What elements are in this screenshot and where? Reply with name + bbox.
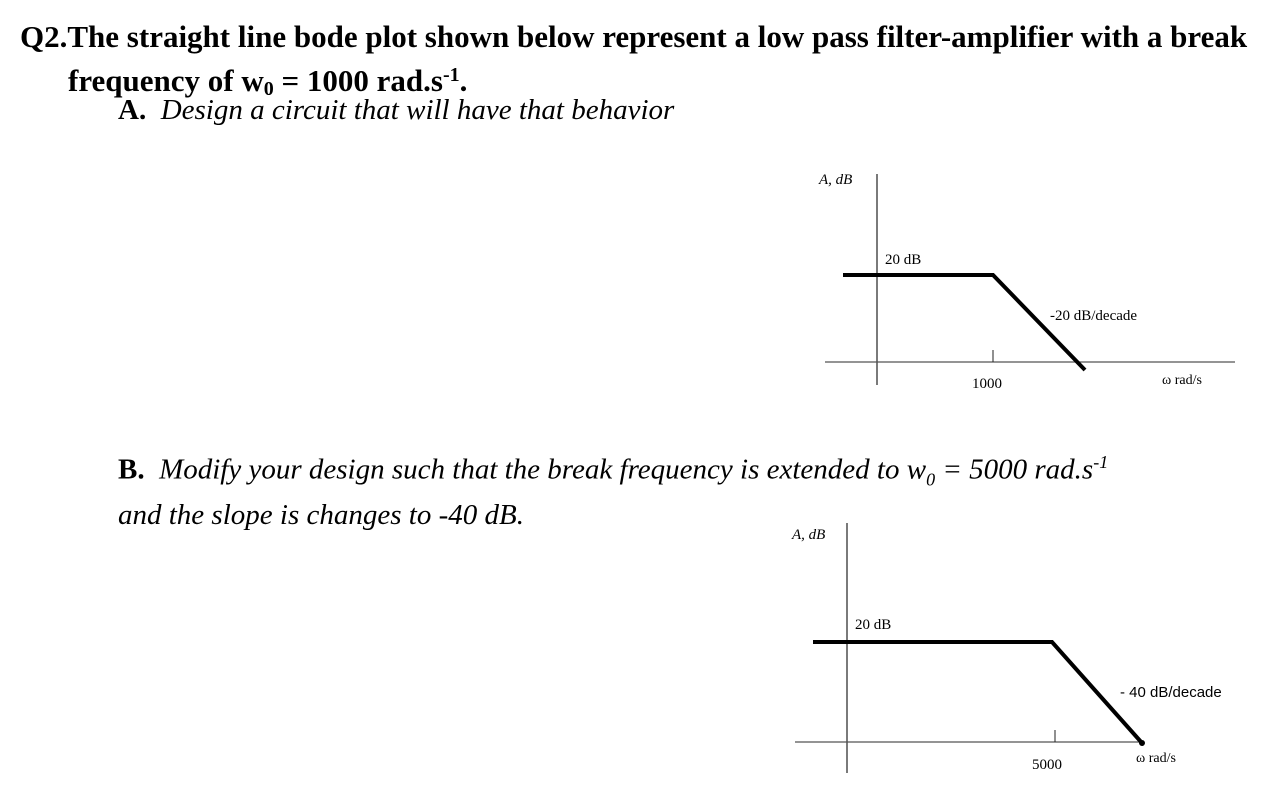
plot-b-end-dot: [1139, 740, 1145, 746]
bode-plot-a: [810, 160, 1250, 400]
omega-subscript-b: 0: [926, 469, 936, 490]
plot-a-gain-label: 20 dB: [885, 252, 922, 268]
plot-a-break-tick-label: 1000: [972, 376, 1002, 392]
part-b-letter: B.: [118, 453, 145, 486]
part-a-text: Design a circuit that will have that behavior: [160, 94, 675, 126]
plot-a-ylabel: A, dB: [819, 172, 853, 188]
question-number: Q2.: [20, 19, 68, 54]
plot-b-response-line: [813, 642, 1142, 743]
plot-b-slope-label: - 40 dB/decade: [1120, 684, 1222, 701]
unit-superscript: -1: [442, 64, 460, 86]
plot-a-response-line: [843, 275, 1085, 370]
plot-a-xlabel: ω rad/s: [1162, 373, 1202, 388]
question-line-2-text: frequency of w: [68, 63, 264, 98]
plot-b-break-tick-label: 5000: [1032, 757, 1062, 773]
question-line-2-value: = 1000 rad.s: [273, 63, 443, 98]
bode-plot-b: [780, 515, 1260, 780]
question-line-2-end: .: [459, 63, 468, 98]
unit-superscript-b: -1: [1093, 452, 1109, 472]
plot-a-slope-label: -20 dB/decade: [1050, 308, 1138, 324]
part-a: [118, 94, 674, 127]
part-b-text-2: = 5000 rad.s: [935, 453, 1094, 486]
part-a-letter: A.: [118, 94, 147, 126]
plot-b-xlabel: ω rad/s: [1136, 751, 1176, 766]
question-line-1: The straight line bode plot shown below represent a low pass filter-amplifier with a break: [67, 19, 1248, 54]
part-b-text-1: Modify your design such that the break frequency is extended to w: [159, 453, 927, 486]
plot-b-ylabel: A, dB: [792, 527, 826, 543]
part-b-text-3: and the slope is changes to -40 dB.: [118, 499, 524, 532]
plot-b-gain-label: 20 dB: [855, 617, 892, 633]
omega-subscript: 0: [263, 78, 274, 100]
